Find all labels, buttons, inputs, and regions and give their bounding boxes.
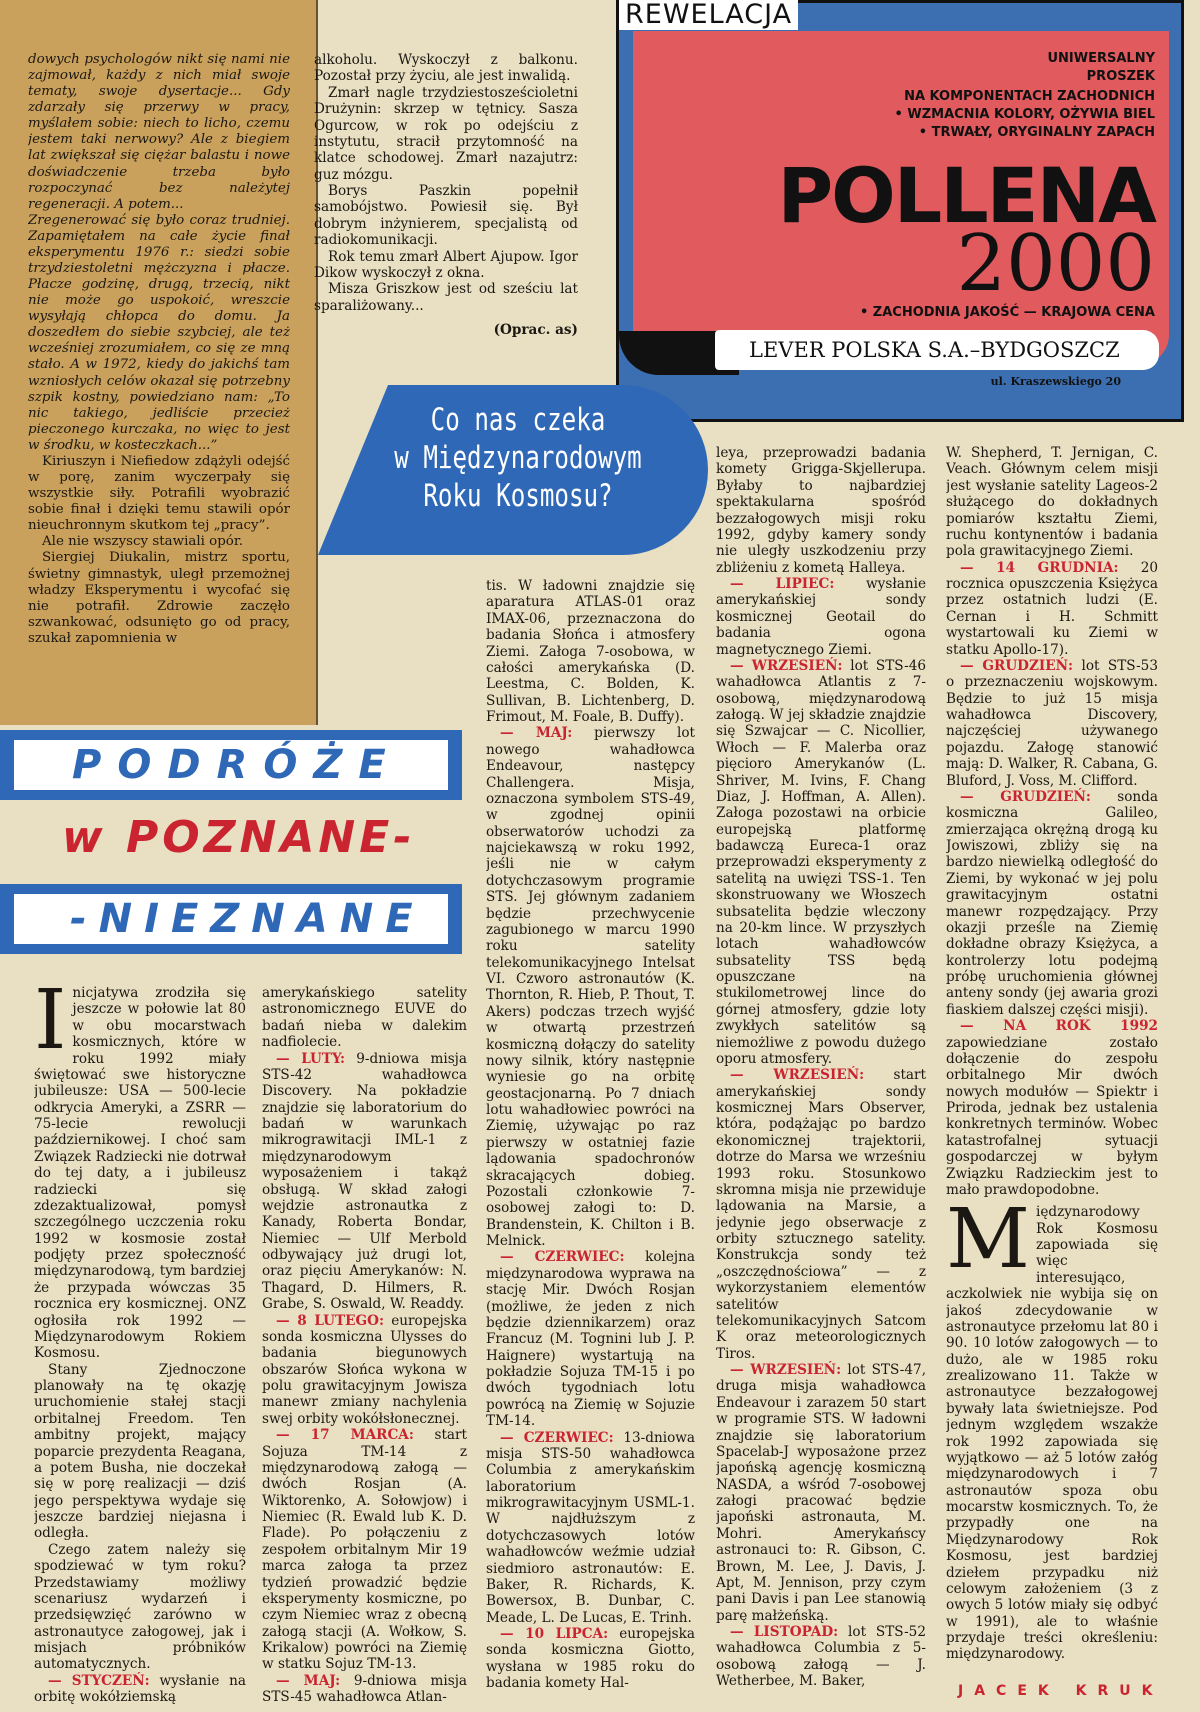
drop-cap: I <box>34 985 67 1068</box>
author-byline: JACEK KRUK <box>958 1683 1164 1699</box>
schedule-entry <box>262 1673 467 1706</box>
entry-text: tis. W ładowni znajdzie się aparatura ATLAS-01 oraz IMAX-06, przeznaczona do badania Słońca i atmosfery Ziemi. Załoga 7-osobowa, w całości amerykańska (D. Leestma, C. Bolden, K. Sullivan, B. Lichtenberg, D. Frimout, M. Foale, B. Duffy). <box>486 578 695 725</box>
ad-slogan: • ZACHODNIA JAKOŚĆ — KRAJOWA CENA <box>859 305 1155 320</box>
entry-text: lot STS-46 wahadłowca Atlantis z 7-osobową, międzynarodową załogą. W jej składzie znajdzie się Szwajcar — C. Nicollier, Włoch — F. Malerba oraz pięciorо Amerykanów (L. Shriver, M. Ivins, F. Chang Diaz, J. Hoffman, A. Allen). Załoga pozostawi na orbicie europejską platformę badawczą Eureca-1 oraz przeprowadzi eksperymenty z satelitą na uwięzi TSS-1. Ten skonstruowany we Włoszech subsatelita będzie wleczony na 20-km lince. W przyszłych lotach wahadłowców subsatelity TSS będą opuszczane na stukilometrowej lince do górnej atmosfery, gdzie loty zwykłych satelitów są niemożliwe z powodu dużego oporu atmosfery. <box>716 657 926 1067</box>
entry-text: lot STS-47, druga misja wahadłowca Endeavour i zarazem 50 start w programie STS. W ładowni znajdzie się laboratorium Spacelab-J wyposażone przez japońską agencję kosmiczną NASDA, a wśród 7-osobowej załogi pracować będzie japoński astronauta, M. Mohri. Amerykańscy astronauci to: R. Gibson, C. Brown, M. Lee, J. Davis, J. Apt, M. Jennison, przy czym pani Davis i pan Lee stanowią parę małżeńską. <box>716 1362 926 1624</box>
schedule-entry <box>946 789 1158 1018</box>
entry-label: — LUTY: <box>276 1050 346 1067</box>
schedule-entry <box>486 1249 695 1429</box>
ad-brand: POLLENA <box>777 151 1155 240</box>
entry-label: — LISTOPAD: <box>730 1624 839 1640</box>
ad-line: • WZMACNIA KOLORY, OŻYWIA BIEL <box>894 107 1155 122</box>
entry-text: 9-dniowa misja STS-45 wahadłowca Atlan- <box>262 1672 467 1706</box>
entry-text: start Sojuza TM-14 z międzynarodową załogą — dwóch Rosjan (A. Wiktorenko, A. Sołowjow) i Niemiec (R. Ewald lub K. D. Flade). Po połączeniu z zespołem orbitalnym Mir 19 marca załoga ta przez tydzień prowadzić będzie eksperymenty kosmiczne, po czym Niemiec wraz z obecną załogą stacji (A. Wołkow, S. Krikalow) powróci na Ziemię w statku Sojuz TM-13. <box>262 1427 467 1673</box>
entry-label: — WRZESIEŃ: <box>730 1362 842 1378</box>
schedule-entry <box>716 1067 926 1362</box>
section-title <box>393 401 643 515</box>
entry-text: kolejna międzynarodowa wyprawa na stację Mir. Dwóch Rosjan (możliwe, że jeden z nich będzie dziennikarzem) oraz Francuz (M. Tognini lub J. P. Haignere) wystartują na pokładzie Sojuza TM-15 i po dwóch tygodniach lotu powrócą na Ziemię w Sojuzie TM-14. <box>486 1249 695 1430</box>
banner-text-red: w POZNANE- <box>62 812 416 863</box>
article-column-1 <box>34 985 246 1712</box>
entry-label: — CZERWIEC: <box>500 1249 625 1266</box>
article-paragraph: nicjatywa zrodziła się jeszcze w połowie lat 80 w obu mocarstwach kosmicznych, które w roku 1992 miały świętować swe historyczne jubileusze: USA — 500-lecie odkrycia Ameryki, a ZSRR — 75-lecie rewolucji październikowej. I choć sam Związek Radziecki nie dotrwał do tej daty, a i jubileusz radziecki się zdezaktualizował, pomysł szczególnego uczczenia roku 1992 w kosmosie został podjęty przez społeczność międzynarodową, tym bardziej że przypada wówczas 35 rocznica ery kosmicznej. ONZ ogłosiła rok 1992 — Międzynarodowym Rokiem Kosmosu. <box>34 985 246 1362</box>
article-column-4 <box>716 445 926 1712</box>
entry-label: — LIPIEC: <box>730 576 835 592</box>
section-title-line: Co nas czeka <box>430 402 606 438</box>
entry-label: — 14 GRUDNIA: <box>960 559 1119 576</box>
entry-text: lot STS-53 o przeznaczeniu wojskowym. Będzie to już 15 misja wahadłowca Discovery, najczęściej używanego pojazdu. Załogę stanowić mają: D. Walker, R. Cabana, G. Bluford, J. Voss, M. Clifford. <box>946 657 1158 789</box>
entry-text: 20 rocznica opuszczenia Księżyca przez ostatnich ludzi (E. Cernan i H. Schmitt wystartowali ku Ziemi w statku Apollo-17). <box>946 559 1158 658</box>
article-column-3 <box>486 578 695 1712</box>
article-paragraph: Czego zatem należy się spodziewać w tym roku? Przedstawiamy możliwy scenariusz wydarzeń i przedsięwzięć zarówno w astronautyce załogowej, jak i misjach próbników automatycznych. <box>34 1541 246 1673</box>
schedule-entry <box>716 576 926 658</box>
entry-label: — GRUDZIEŃ: <box>960 788 1091 805</box>
entry-text: 13-dniowa misja STS-50 wahadłowca Columbia z amerykańskim laboratorium mikrograwitacyjnym USML-1. W najdłuższym z dotychczasowych lotów wahadłowców weźmie udział siedmioro astronautów: E. Baker, R. Richards, K. Bowersox, B. Dunbar, C. Meade, L. De Lucas, E. Trinh. <box>486 1429 695 1626</box>
entry-text: start amerykańskiej sondy kosmicznej Mars Observer, która, podążając po bardzo ekonomicznej trajektorii, dotrze do Marsa we wrześniu 1993 roku. Stosunkowo skromna misja nie przewiduje lądowania na Marsie, a jedynie jego obserwacje z orbity sztucznego satelity. Konstrukcja sondy też „oszczędnościowa” — z wykorzystaniem elementów satelitów telekomunikacyjnych Satcom K oraz meteorologicznych Tiros. <box>716 1067 926 1362</box>
ad-line: UNIWERSALNY <box>1047 51 1155 66</box>
entry-text: europejska sonda kosmiczna Ulysses do badania biegunowych obszarów Słońca wykona w polu grawitacyjnym Jowisza manewr zmiany nachylenia swej orbity wokółsłonecznej. <box>262 1312 467 1427</box>
ad-year: 2000 <box>956 219 1155 309</box>
schedule-entry <box>946 658 1158 789</box>
ad-company: LEVER POLSKA S.A.–BYDGOSZCZ <box>715 330 1159 370</box>
article-column-5 <box>946 445 1158 1685</box>
inset-paragraph: alkoholu. Wyskoczył z balkonu. Pozostał przy życiu, ale jest inwalidą. <box>314 52 578 85</box>
inset-paragraph: dowych psychologów nikt się nami nie zajmował, każdy z nich miał swoje tematy, swoje dysertacje... Gdy zdarzały się przerwy w pracy, myślałem sobie: niech to licho, czemu jestem taki nerwowy? Ale z biegiem lat zwiększał się ciężar balastu i nowe doświadczenie trzeba było rozpoczynać bez należytej regeneracji. A potem... <box>28 52 290 212</box>
section-title-line: w Międzynarodowym <box>394 440 642 476</box>
article-column-2 <box>262 985 467 1712</box>
entry-text: pierwszy lot nowego wahadłowca Endeavour, następcy Challengera. Misja, oznaczona symbolem STS-49, w zgodnej opinii obserwatorów uchodzi za najciekawszą w roku 1992, jeśli nie w całym dotychczasowym programie STS. Jej głównym zadaniem będzie przechwycenie zagubionego w marcu 1990 roku satelity telekomunikacyjnego Intelsat VI. Czworo astronautów (K. Thornton, R. Hieb, P. Thout, T. Akers) podczas trzech wyjść w otwartą przestrzeń kosmiczną dołączy do satelity nowy silnik, który następnie wyniesie go na orbitę geostacjonarną. Po 7 dniach lotu wahadłowiec powróci na Ziemię, używając po raz pierwszy w ostatniej fazie lądowania spadochronów skracających dobieg. Pozostali członkowie 7-osobowej załogi to: D. Brandenstein, K. Chilton i B. Melnick. <box>486 725 695 1249</box>
schedule-entry <box>262 1427 467 1673</box>
schedule-entry <box>716 1624 926 1690</box>
entry-text: leya, przeprowadzi badania komety Grigga-Skjellerupa. Byłaby to najbardziej spektakularna spośród bezzałogowych misji roku 1992, gdyby kamery sondy nie uległy uszkodzeniu przy zbliżeniu z kometą Halleya. <box>716 445 926 576</box>
entry-label: — WRZESIEŃ: <box>730 1067 865 1084</box>
banner-nieznane <box>0 884 462 954</box>
banner-text: -NIEZNANE <box>70 896 425 942</box>
drop-cap: M <box>946 1192 1030 1288</box>
entry-text: 9-dniowa misja STS-42 wahadłowca Discovery. Na pokładzie znajdzie się laboratorium do badań w warunkach mikrograwitacji IML-1 z międzynarodowym wyposażeniem i takąż obsługą. W skład załogi wejdzie astronautka z Kanady, Roberta Bondar, Niemiec — Ulf Merbold odbywający już drugi lot, oraz pięciu Amerykanów: N. Thagard, D. Hilmers, R. Grabe, S. Oswald, W. Readdy. <box>262 1050 467 1313</box>
entry-label: — MAJ: <box>276 1672 341 1689</box>
schedule-entry <box>486 725 695 1249</box>
schedule-entry <box>716 658 926 1067</box>
entry-label: — WRZESIEŃ: <box>730 657 843 674</box>
closing-text: iędzynarodowy Rok Kosmosu zapowiada się więc interesująco, aczkolwiek nie wybija się on jakoś zdecydowanie w astronautyce przełomu lat 80 i 90. 10 lotów załogowych — to dużo, ale w 1985 roku zrealizowano 11. Także w astronautyce bezzałogowej bywały lata świetniejsze. Pod jednym względem wszakże rok 1992 zapowiada się wyjątkowo — aż 5 lotów załóg międzynarodowych i 7 astronautów spoza obu mocarstw kosmicznych. To, że przypadły one na Międzynarodowy Rok Kosmosu, jest bardziej dziełem przypadku niż celowym założeniem (3 z owych 5 lotów miały się odbyć w 1991), ale to właśnie przydaje treści określeniu: międzynarodowy. <box>946 1204 1158 1663</box>
article-paragraph: Stany Zjednoczone planowały na tę okazję uruchomienie stałej stacji orbitalnej Freedom. Ten ambitny projekt, mający poparcie prezydenta Reagana, a potem Busha, nie doczekał się w porę realizacji — dziś jego perspektywa wydaje się jeszcze bardziej niejasna i odległa. <box>34 1361 246 1542</box>
schedule-entry <box>486 1430 695 1627</box>
inset-credit: (Oprac. as) <box>493 322 578 338</box>
inset-paragraph: Misza Griszkow jest od sześciu lat sparaliżowany... <box>314 281 578 314</box>
schedule-entry <box>716 445 926 576</box>
inset-paragraph: Zmarł nagle trzydziestosześcioletni Drużynin: skrzep w tętnicy. Sasza Ogurcow, w rok po odejściu z instytutu, stracił przytomność na klatce schodowej. Zmarł nazajutrz: guz mózgu. <box>314 84 578 183</box>
inset-left-column <box>28 52 290 647</box>
schedule-entry <box>486 1626 695 1692</box>
entry-label: — GRUDZIEŃ: <box>960 657 1074 674</box>
inset-box <box>0 0 318 725</box>
schedule-entry <box>946 445 1158 560</box>
schedule-entry <box>486 578 695 725</box>
entry-label: — 8 LUTEGO: <box>276 1312 384 1329</box>
ad-line: • TRWAŁY, ORYGINALNY ZAPACH <box>918 125 1155 140</box>
inset-paragraph: Rok temu zmarł Albert Ajupow. Igor Dikow wyskoczył z okna. <box>314 248 578 281</box>
entry-label: — MAJ: <box>500 725 573 742</box>
entry-text: sonda kosmiczna Galileo, zmierzająca okrężną drogą ku Jowiszowi, zbliży się na bardzo niewielką odległość do Ziemi, by wykonać w jej polu grawitacyjnym ostatni manewr rozpędzający. Przy okazji prześle na Ziemię dokładne obrazy Księżyca, a kontrolerzy lotu podejmą próbę uruchomienia głównej anteny sondy (jej awaria grozi fiaskiem dalszej części misji). <box>946 788 1158 1018</box>
ad-address: ul. Kraszewskiego 20 <box>990 375 1121 388</box>
banner-podroze <box>0 730 462 800</box>
entry-label: — 17 MARCA: <box>276 1427 414 1444</box>
ad-line: PROSZEK <box>1086 69 1155 84</box>
entry-text: europejska sonda kosmiczna Giotto, wysłana w 1985 roku do badania komety Hal- <box>486 1626 695 1692</box>
entry-text: lot STS-52 wahadłowca Columbia z 5-osobową załogą — J. Wetherbee, M. Baker, <box>716 1624 926 1690</box>
advertisement <box>616 0 1184 422</box>
banner-text: PODRÓŻE <box>72 742 402 788</box>
entry-text: amerykańskiego satelity astronomicznego EUVE do badań nieba w dalekim nadfiolecie. <box>262 985 467 1051</box>
ad-line: NA KOMPONENTACH ZACHODNICH <box>904 89 1155 104</box>
inset-right-column <box>314 52 578 362</box>
inset-paragraph: Ale nie wszyscy stawiali opór. <box>42 534 244 550</box>
closing-paragraph <box>946 1192 1158 1663</box>
inset-paragraph: Zregenerować się było coraz trudniej. Zapamiętałem na całe życie finał eksperymentu 1976 r.: siedzi sobie trzydziestoletni mężczyzna i płacze. Płacze godzinę, drugą, trzecią, nikt nie może go uspokoić, wreszcie wysyłają chłopca do domu. Ja doszedłem do siebie szybciej, ale też wcześniej zrozumiałem, co się ze mną stało. A w 1972, kiedy do jakichś tam wzniosłych celów okazał się potrzebny szpik kostny, powiedziano nam: „To nic takiego, jedliście przecież pieczonego kurczaka, no więc to jest w środku, w kosteczkach...” <box>28 212 290 453</box>
inset-paragraph: Siergiej Diukalin, mistrz sportu, świetny gimnastyk, uległ przemożnej władzy Eksperymentu i wycofać się nie potrafił. Zdrowie zaczęło szwankować, odsunięto go od pracy, szukał zapomnienia w <box>28 550 290 646</box>
schedule-entry <box>262 985 467 1051</box>
entry-text: zapowiedziane zostało dołączenie do zespołu orbitalnego Mir dwóch nowych modułów — Spiektr i Priroda, jednak bez ustalenia konkretnych terminów. Wobec katastrofalnej sytuacji gospodarczej w byłym Związku Radzieckim jest to mało prawdopodobne. <box>946 1034 1158 1198</box>
schedule-entry <box>946 1018 1158 1198</box>
entry-label: — NA ROK 1992 <box>960 1018 1158 1035</box>
inset-paragraph: Borys Paszkin popełnił samobójstwo. Powiesił się. Był dobrym inżynierem, specjalistą od radiokomunikacji. <box>314 183 578 249</box>
ad-header: REWELACJA <box>619 0 798 30</box>
entry-text: wysłanie na orbitę wokółziemską <box>34 1672 246 1706</box>
ad-panel <box>633 31 1169 365</box>
schedule-entry <box>262 1051 467 1313</box>
section-title-box <box>318 385 708 555</box>
schedule-entry <box>946 560 1158 658</box>
column-entries <box>946 445 1158 1198</box>
schedule-entry <box>716 1362 926 1624</box>
section-title-line: Roku Kosmosu? <box>423 478 613 514</box>
entry-label: — 10 LIPCA: <box>500 1626 609 1642</box>
entry-text: wysłanie amerykańskiej sondy kosmicznej Geotail do badania ogona magnetycznego Ziemi. <box>716 576 926 658</box>
entry-text: W. Shepherd, T. Jernigan, C. Veach. Głównym celem misji jest wysłanie satelity Lageos-2 służącego do dokładnych pomiarów kształtu Ziemi, ruchu kontynentów i badania pola grawitacyjnego Ziemi. <box>946 445 1158 560</box>
inset-paragraph: Kiriuszyn i Niefiedow zdążyli odejść w porę, zanim wyczerpały się wszystkie siły. Potrafili wyobrazić sobie finał i dzięki temu stawili opór nieuchronnym skutkom tej „pracy”. <box>28 453 290 534</box>
entry-label: — STYCZEŃ: <box>48 1672 150 1689</box>
schedule-entry <box>262 1313 467 1428</box>
entry-label: — CZERWIEC: <box>500 1429 614 1446</box>
